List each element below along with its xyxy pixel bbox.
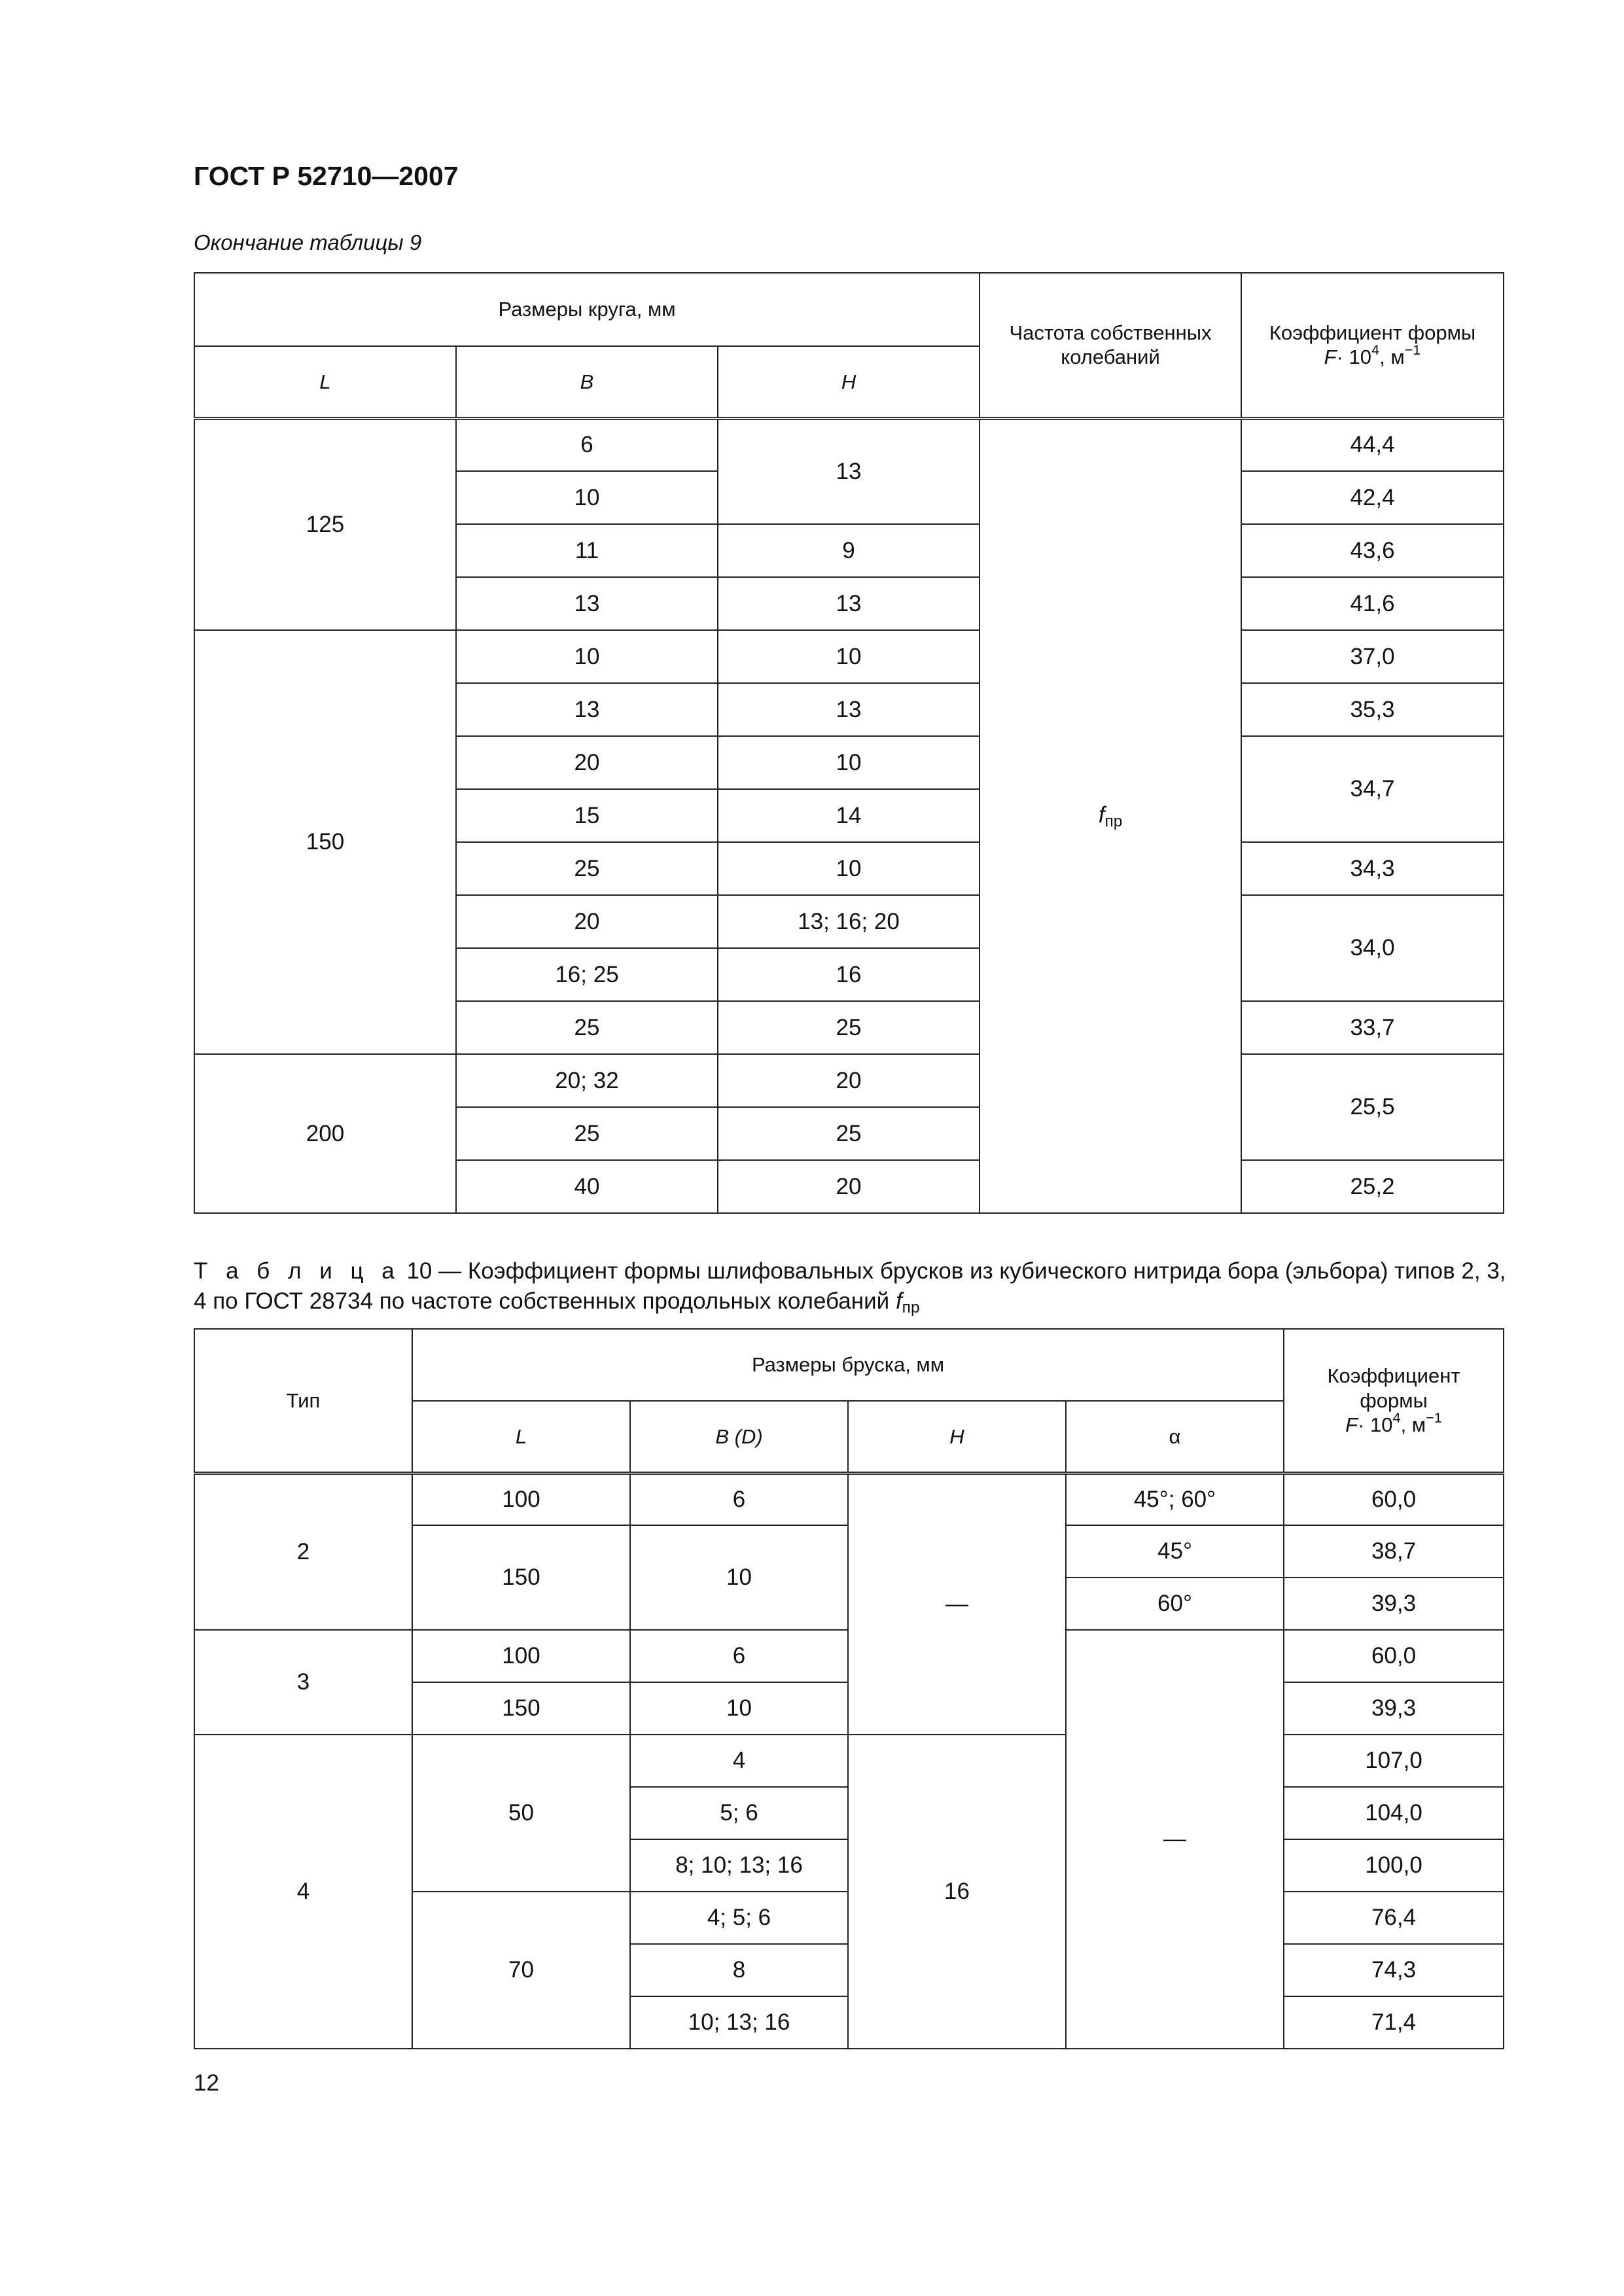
table9-cell-B: 25: [456, 1001, 718, 1054]
table9-caption: Окончание таблицы 9: [194, 230, 422, 255]
table10-col-L: [412, 1401, 630, 1473]
table10-title: [194, 1256, 1509, 1323]
table10-cell-F: 74,3: [1284, 1944, 1504, 1996]
table9-col-L-label: L: [319, 370, 331, 393]
table9-coefficient-tail: · 10: [1336, 345, 1372, 369]
table9-cell-B: 25: [456, 842, 718, 895]
table10-col-H-label: H: [949, 1424, 964, 1448]
table9-cell-H: 10: [718, 842, 980, 895]
table9-cell-B: 20: [456, 736, 718, 789]
table10-cell-L: 100: [412, 1473, 630, 1525]
table9-cell-F: 41,6: [1241, 577, 1504, 630]
table10-cell-L: 70: [412, 1892, 630, 2049]
table10-cell-H: 16: [848, 1735, 1066, 2049]
table9-frequency-symbol: f: [1098, 802, 1105, 828]
table9-frequency-label: Частота собственных колебаний: [1009, 321, 1212, 369]
table10-cell-alpha: 60°: [1066, 1578, 1284, 1630]
table10-coefficient-line1: Коэффициент: [1327, 1364, 1460, 1388]
table9-cell-H: 10: [718, 736, 980, 789]
table10-title-symbol: f: [895, 1288, 902, 1314]
table9-cell-B: 10: [456, 471, 718, 524]
table9-cell-F: 35,3: [1241, 683, 1504, 736]
table10-coefficient-unit-exp: −1: [1426, 1409, 1442, 1426]
table9-cell-L: 125: [194, 418, 456, 630]
table9-sizes-header: Размеры круга, мм: [194, 273, 980, 346]
table9-cell-F: 43,6: [1241, 524, 1504, 577]
table10-cell-F: 76,4: [1284, 1892, 1504, 1944]
table10-cell-F: 71,4: [1284, 1996, 1504, 2049]
table9-cell-F: 34,7: [1241, 736, 1504, 842]
table10-cell-F: 107,0: [1284, 1735, 1504, 1787]
table9-cell-B: 16; 25: [456, 948, 718, 1001]
page-number: 12: [194, 2070, 219, 2096]
table10-col-BD: [630, 1401, 848, 1473]
table10-title-subscript: пр: [902, 1299, 920, 1316]
table10-cell-F: 39,3: [1284, 1578, 1504, 1630]
document-header: ГОСТ Р 52710—2007: [194, 161, 459, 191]
table9-cell-H: 13: [718, 577, 980, 630]
table10-col-alpha: α: [1066, 1401, 1284, 1473]
table9-cell-H: 13; 16; 20: [718, 895, 980, 948]
table10-cell-F: 39,3: [1284, 1682, 1504, 1735]
table10-title-number: 10: [406, 1258, 432, 1284]
table9-cell-L: 150: [194, 630, 456, 1054]
table10-cell-L: 50: [412, 1735, 630, 1892]
table9-col-H: [718, 346, 980, 418]
table9-col-B-label: B: [580, 370, 594, 393]
table9-cell-H: 20: [718, 1160, 980, 1213]
table9-cell-B: 13: [456, 683, 718, 736]
table9-cell-H: 20: [718, 1054, 980, 1107]
table10-cell-H: —: [848, 1473, 1066, 1735]
table10-title-label: Т а б л и ц а: [194, 1258, 400, 1284]
table10-col-BD-label: B (D): [715, 1424, 763, 1448]
table9-cell-B: 15: [456, 789, 718, 842]
table10-cell-alpha: —: [1066, 1630, 1284, 2049]
table9-frequency-subscript: пр: [1104, 812, 1123, 830]
table10-cell-F: 104,0: [1284, 1787, 1504, 1839]
table10-cell-L: 100: [412, 1630, 630, 1682]
table10-sizes-header: Размеры бруска, мм: [412, 1329, 1284, 1401]
table10-cell-alpha: 45°; 60°: [1066, 1473, 1284, 1525]
table10-cell-F: 38,7: [1284, 1525, 1504, 1578]
table10-cell-BD: 8; 10; 13; 16: [630, 1839, 848, 1892]
table9-cell-H: 10: [718, 630, 980, 683]
table9-coefficient-header: [1241, 273, 1504, 418]
table10-cell-BD: 6: [630, 1630, 848, 1682]
table10-cell-BD: 10; 13; 16: [630, 1996, 848, 2049]
table9-cell-B: 20: [456, 895, 718, 948]
table9-cell-F: 25,2: [1241, 1160, 1504, 1213]
table9-cell-H: 25: [718, 1001, 980, 1054]
table10-cell-BD: 6: [630, 1473, 848, 1525]
table9-cell-F: 34,0: [1241, 895, 1504, 1001]
table10-title-text: — Коэффициент формы шлифовальных брусков из кубического нитрида бора (эльбора) типов 2, 3, 4 по ГОСТ 28734 по частоте собственных продольных колебаний: [194, 1258, 1506, 1314]
table10-cell-L: 150: [412, 1525, 630, 1630]
table10-col-H: [848, 1401, 1066, 1473]
table10-cell-L: 150: [412, 1682, 630, 1735]
table10-coefficient-unit: , м: [1400, 1413, 1426, 1436]
table9-coefficient-label: Коэффициент формы: [1269, 321, 1476, 345]
table9-cell-F: 44,4: [1241, 418, 1504, 471]
table10-cell-type: 4: [194, 1735, 412, 2049]
table9-cell-H: 14: [718, 789, 980, 842]
table9-cell-F: 25,5: [1241, 1054, 1504, 1160]
table10-type-header: Тип: [194, 1329, 412, 1473]
table9-cell-B: 11: [456, 524, 718, 577]
table9-cell-B: 40: [456, 1160, 718, 1213]
table9-cell-H: 9: [718, 524, 980, 577]
table10-cell-F: 60,0: [1284, 1473, 1504, 1525]
table10-cell-BD: 10: [630, 1525, 848, 1630]
table9-cell-F: 33,7: [1241, 1001, 1504, 1054]
table-10: [194, 1328, 1504, 2049]
table9-cell-L: 200: [194, 1054, 456, 1213]
table9-cell-F: 37,0: [1241, 630, 1504, 683]
table10-cell-BD: 10: [630, 1682, 848, 1735]
table9-coefficient-unit: , м: [1379, 345, 1405, 369]
table10-cell-alpha: 45°: [1066, 1525, 1284, 1578]
table10-coefficient-line2: формы: [1360, 1388, 1428, 1412]
table9-cell-B: 6: [456, 418, 718, 471]
table9-coefficient-f: F: [1324, 345, 1337, 369]
table9-coefficient-exp: 4: [1371, 342, 1380, 359]
table10-cell-type: 3: [194, 1630, 412, 1735]
table10-cell-BD: 4: [630, 1735, 848, 1787]
table9-col-H-label: H: [841, 370, 856, 393]
table9-frequency-cell: [980, 418, 1241, 1213]
table10-coefficient-f: F: [1345, 1413, 1358, 1436]
table10-coefficient-tail: · 10: [1358, 1413, 1393, 1436]
table9-cell-H: 13: [718, 418, 980, 524]
table-9: [194, 272, 1504, 1214]
table9-cell-H: 16: [718, 948, 980, 1001]
table10-cell-F: 60,0: [1284, 1630, 1504, 1682]
table10-cell-BD: 5; 6: [630, 1787, 848, 1839]
table10-cell-BD: 8: [630, 1944, 848, 1996]
table10-coefficient-header: [1284, 1329, 1504, 1473]
table9-col-L: [194, 346, 456, 418]
table9-cell-B: 20; 32: [456, 1054, 718, 1107]
table9-cell-B: 10: [456, 630, 718, 683]
table10-cell-F: 100,0: [1284, 1839, 1504, 1892]
table9-cell-F: 42,4: [1241, 471, 1504, 524]
table9-cell-B: 25: [456, 1107, 718, 1160]
table9-cell-H: 13: [718, 683, 980, 736]
table10-cell-BD: 4; 5; 6: [630, 1892, 848, 1944]
table10-coefficient-exp: 4: [1392, 1409, 1401, 1426]
table10-col-L-label: L: [515, 1424, 527, 1448]
table10-cell-type: 2: [194, 1473, 412, 1630]
table9-frequency-header: [980, 273, 1241, 418]
table9-cell-H: 25: [718, 1107, 980, 1160]
table9-coefficient-unit-exp: −1: [1404, 342, 1421, 359]
table9-cell-B: 13: [456, 577, 718, 630]
table9-col-B: [456, 346, 718, 418]
table9-cell-F: 34,3: [1241, 842, 1504, 895]
